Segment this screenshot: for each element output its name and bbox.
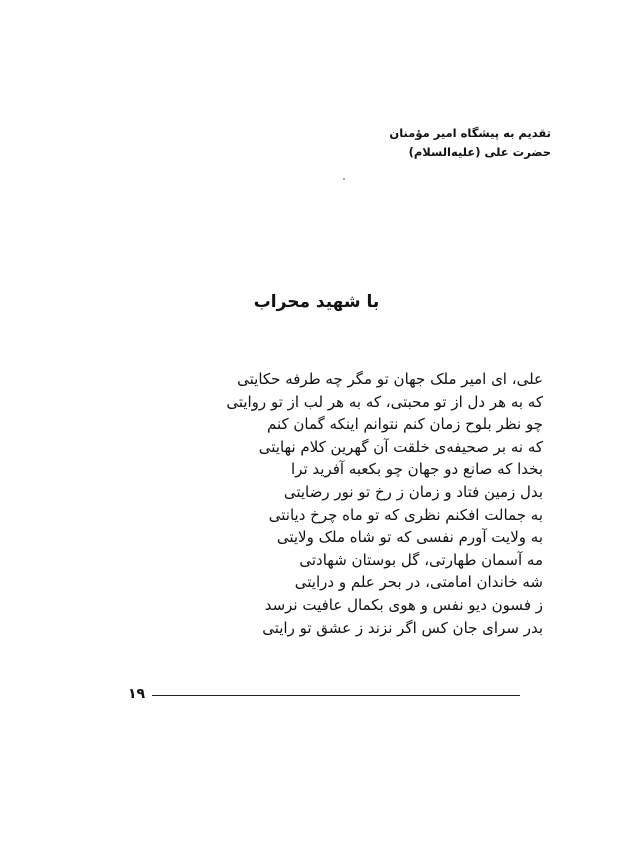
poem-line-6: بدل زمین فتاد و زمان ز رخ تو نور رضایتی — [283, 482, 543, 501]
poem-line-1: علی، ای امیر ملک جهان تو مگر چه طرفه حکایتی — [237, 370, 543, 388]
poem-line-10: شه خاندان امامتی، در بحر علم و درایتی — [294, 573, 543, 592]
poem-line-7: به جمالت افکنم نظری که تو ماه چرخ دیانتی — [268, 505, 543, 524]
poem-title: با شهید محراب — [253, 292, 380, 312]
page-number: ۱۹ — [128, 686, 146, 702]
dedication-block — [291, 124, 551, 162]
poem-body — [163, 368, 543, 639]
page-footer — [128, 686, 528, 706]
dedication-line-2: حضرت علی (علیه‌السلام) — [408, 145, 551, 159]
poem-line-11: ز فسون دیو نفس و هوی بکمال عافیت نرسد — [264, 595, 543, 614]
poem-line-2: که به هر دل از تو محبتی، که به هر لب از تو روایتی — [226, 392, 543, 411]
poem-line-12: بدر سرای جان کس اگر نزند ز عشق تو رایتی — [262, 618, 543, 637]
poem-line-5: بخدا که صانع دو جهان چو بکعبه آفرید ترا — [291, 460, 543, 479]
poem-line-8: به ولایت آورم نفسی که تو شاه ملک ولایتی — [276, 528, 543, 547]
poem-line-9: مه آسمان طهارتی، گل بوستان شهادتی — [299, 550, 543, 569]
dedication-line-1: تقدیم به پیشگاه امیر مؤمنان — [389, 126, 551, 140]
scan-speck — [343, 178, 345, 180]
footer-rule — [152, 695, 520, 696]
poem-line-3: چو نظر بلوح زمان کنم نتوانم اینکه گمان کنم — [266, 415, 543, 434]
poem-line-4: که نه بر صحیفه‌ی خلقت آن گهرین کلام نهایتی — [258, 437, 543, 456]
